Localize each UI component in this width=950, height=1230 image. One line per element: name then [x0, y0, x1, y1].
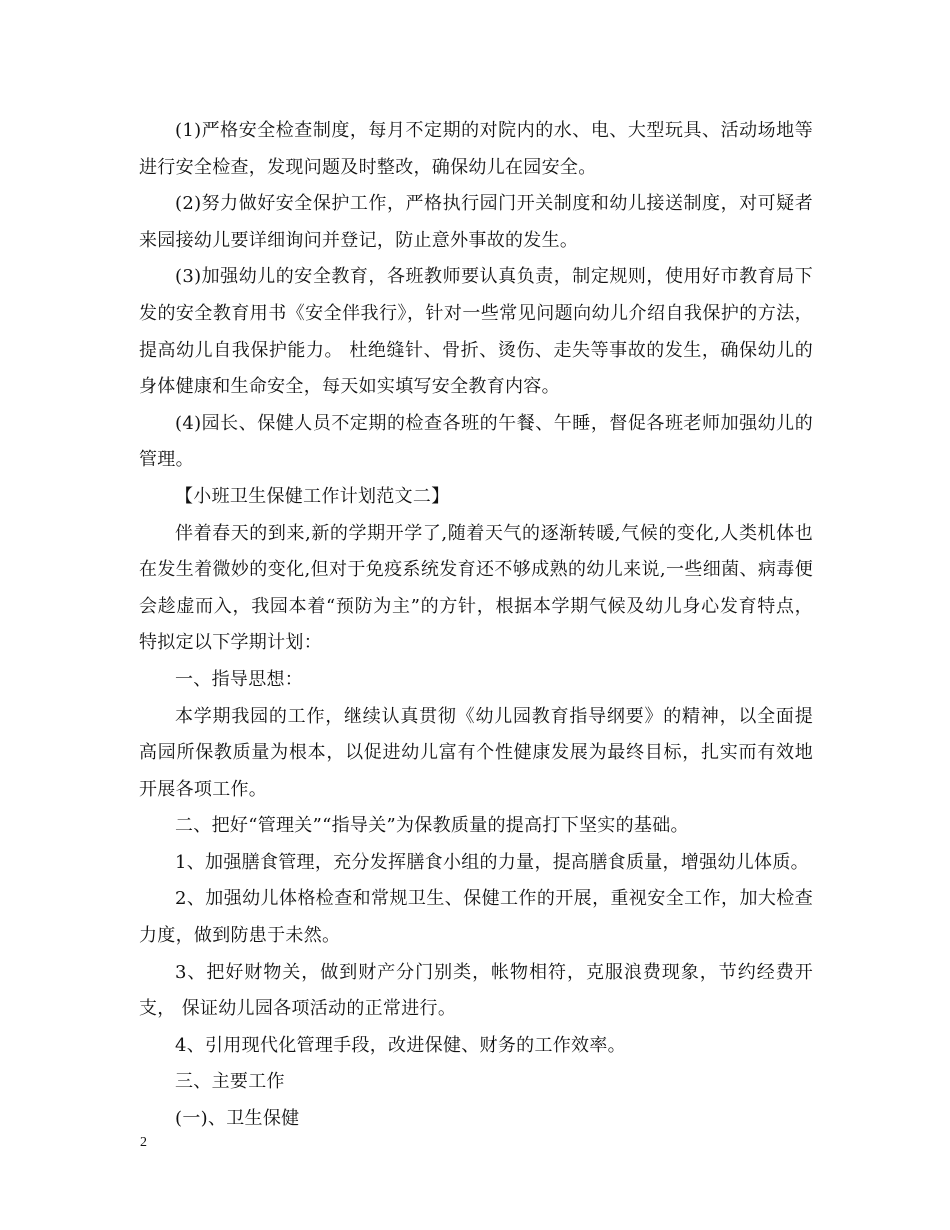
paragraph-safety-education: (3)加强幼儿的安全教育，各班教师要认真负责，制定规则，使用好市教育局下发的安全教育用书《安全伴我行》，针对一些常见问题向幼儿介绍自我保护的方法，提高幼儿自我保护能力。 杜绝缝针、骨折、烫伤、走失等事故的发生，确保幼儿的身体健康和生命安全，每天如实填写安全教育内容。 — [139, 266, 813, 398]
paragraph-safety-inspection: (1)严格安全检查制度，每月不定期的对院内的水、电、大型玩具、活动场地等进行安全检查，发现问题及时整改，确保幼儿在园安全。 — [139, 120, 813, 178]
paragraph-inspection-meals: (4)园长、保健人员不定期的检查各班的午餐、午睡，督促各班老师加强幼儿的管理。 — [139, 412, 813, 471]
document-body — [139, 113, 813, 1138]
heading-guiding-thought: 一、指导思想： — [175, 668, 304, 690]
paragraph-guiding-thought: 本学期我园的工作，继续认真贯彻《幼儿园教育指导纲要》的精神，以全面提高园所保教质量为根本，以促进幼儿富有个性健康发展为最终目标，扎实而有效地开展各项工作。 — [139, 705, 813, 800]
page-number: 2 — [140, 1135, 147, 1150]
paragraph-spring-intro: 伴着春天的到来,新的学期开学了,随着天气的逐渐转暖,气候的变化,人类机体也在发生着微妙的变化,但对于免疫系统发育还不够成熟的幼儿来说,一些细菌、病毒便会趁虚而入，我园本着“预防为主”的方针，根据本学期气候及幼儿身心发育特点，特拟定以下学期计划： — [139, 522, 813, 654]
heading-hygiene-care: (一)、卫生保健 — [175, 1108, 300, 1130]
heading-main-work: 三、主要工作 — [175, 1071, 285, 1093]
list-item-property: 3、把好财物关，做到财产分门别类，帐物相符，克服浪费现象，节约经费开支， 保证幼儿园各项活动的正常进行。 — [139, 961, 813, 1020]
list-item-modern-management: 4、引用现代化管理手段，改进保健、财务的工作效率。 — [175, 1034, 626, 1056]
list-item-diet-management: 1、加强膳食管理，充分发挥膳食小组的力量，提高膳食质量，增强幼儿体质。 — [175, 851, 809, 873]
section-heading-sample-two: 【小班卫生保健工作计划范文二】 — [175, 485, 450, 507]
list-item-health-check: 2、加强幼儿体格检查和常规卫生、保健工作的开展，重视安全工作，加大检查 力度，做到防患于未然。 — [139, 888, 813, 947]
heading-management: 二、把好“管理关”“指导关”为保教质量的提高打下坚实的基础。 — [175, 815, 689, 837]
paragraph-safety-protection: (2)努力做好安全保护工作，严格执行园门开关制度和幼儿接送制度，对可疑者来园接幼儿要详细询问并登记，防止意外事故的发生。 — [139, 193, 813, 251]
